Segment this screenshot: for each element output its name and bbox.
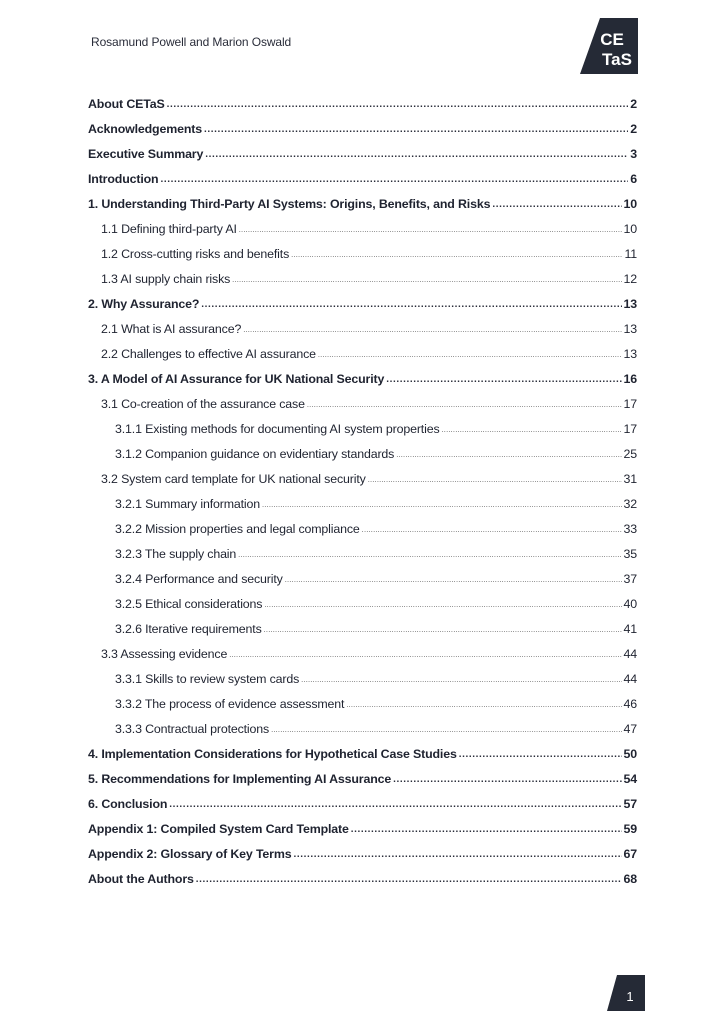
toc-leader-dots (239, 224, 622, 236)
toc-entry-page: 57 (623, 797, 637, 811)
toc-leader-dots (307, 399, 622, 411)
toc-entry-page: 17 (623, 422, 637, 436)
toc-leader-dots (492, 199, 621, 211)
toc-entry-title: Introduction (88, 172, 159, 186)
toc-entry[interactable] (88, 312, 637, 337)
toc-entry-page: 13 (623, 347, 637, 361)
toc-leader-dots (229, 649, 621, 661)
toc-entry[interactable] (88, 762, 637, 787)
table-of-contents (88, 87, 637, 887)
toc-entry-title: 3.3 Assessing evidence (101, 647, 228, 661)
toc-leader-dots (293, 849, 621, 861)
logo-text-line2: TaS (602, 50, 632, 69)
toc-leader-dots (238, 549, 621, 561)
toc-entry-title: 3.1.1 Existing methods for documenting AI system properties (115, 422, 440, 436)
toc-entry[interactable] (88, 262, 637, 287)
toc-entry[interactable] (88, 287, 637, 312)
toc-entry[interactable] (88, 437, 637, 462)
toc-entry-page: 54 (623, 772, 637, 786)
toc-entry[interactable] (88, 212, 637, 237)
toc-entry-page: 33 (623, 522, 637, 536)
toc-leader-dots (301, 674, 621, 686)
toc-entry-page: 46 (623, 697, 637, 711)
toc-entry[interactable] (88, 737, 637, 762)
toc-entry-page: 10 (623, 197, 637, 211)
toc-leader-dots (232, 274, 621, 286)
toc-entry[interactable] (88, 187, 637, 212)
toc-leader-dots (271, 724, 621, 736)
toc-leader-dots (285, 574, 622, 586)
toc-entry[interactable] (88, 787, 637, 812)
toc-entry-title: 1. Understanding Third-Party AI Systems: Origins, Benefits, and Risks (88, 197, 491, 211)
toc-entry[interactable] (88, 862, 637, 887)
toc-leader-dots (368, 474, 622, 486)
toc-entry-page: 12 (623, 272, 637, 286)
toc-entry-page: 2 (630, 97, 637, 111)
toc-leader-dots (160, 174, 628, 186)
toc-entry[interactable] (88, 662, 637, 687)
toc-leader-dots (264, 599, 621, 611)
toc-entry-title: About the Authors (88, 872, 194, 886)
toc-entry-page: 50 (623, 747, 637, 761)
toc-entry-title: 3.2.3 The supply chain (115, 547, 237, 561)
toc-entry-page: 44 (623, 647, 637, 661)
toc-entry-page: 2 (630, 122, 637, 136)
toc-leader-dots (351, 824, 622, 836)
toc-leader-dots (362, 524, 622, 536)
toc-entry-title: 3.2.1 Summary information (115, 497, 260, 511)
toc-entry-page: 47 (623, 722, 637, 736)
toc-leader-dots (201, 299, 621, 311)
toc-entry[interactable] (88, 412, 637, 437)
toc-entry[interactable] (88, 812, 637, 837)
toc-entry-title: 3.2.2 Mission properties and legal compliance (115, 522, 360, 536)
toc-entry-page: 35 (623, 547, 637, 561)
toc-leader-dots (264, 624, 622, 636)
toc-entry[interactable] (88, 612, 637, 637)
toc-entry[interactable] (88, 362, 637, 387)
toc-leader-dots (196, 874, 622, 886)
logo-text-line1: CE (600, 30, 624, 49)
toc-entry-page: 59 (623, 822, 637, 836)
toc-entry-title: 3.1 Co-creation of the assurance case (101, 397, 305, 411)
toc-entry[interactable] (88, 512, 637, 537)
toc-leader-dots (291, 249, 622, 261)
toc-entry-title: 3.1.2 Companion guidance on evidentiary standards (115, 447, 395, 461)
toc-entry-page: 41 (623, 622, 637, 636)
toc-entry-title: 3.2.5 Ethical considerations (115, 597, 263, 611)
toc-entry-title: 3.3.1 Skills to review system cards (115, 672, 300, 686)
toc-entry-page: 32 (623, 497, 637, 511)
toc-entry-page: 37 (623, 572, 637, 586)
toc-leader-dots (346, 699, 621, 711)
toc-entry-page: 16 (623, 372, 637, 386)
toc-entry-page: 68 (623, 872, 637, 886)
toc-entry[interactable] (88, 137, 637, 162)
toc-entry-title: 3.3.2 The process of evidence assessment (115, 697, 345, 711)
toc-entry[interactable] (88, 112, 637, 137)
toc-leader-dots (318, 349, 622, 361)
toc-entry[interactable] (88, 537, 637, 562)
toc-entry-title: 2.1 What is AI assurance? (101, 322, 242, 336)
toc-entry-title: 1.2 Cross-cutting risks and benefits (101, 247, 290, 261)
toc-leader-dots (396, 449, 621, 461)
toc-entry-title: 5. Recommendations for Implementing AI Assurance (88, 772, 392, 786)
toc-leader-dots (262, 499, 622, 511)
toc-entry-title: Appendix 1: Compiled System Card Template (88, 822, 349, 836)
toc-entry-page: 31 (623, 472, 637, 486)
toc-entry-title: Appendix 2: Glossary of Key Terms (88, 847, 292, 861)
toc-leader-dots (167, 99, 629, 111)
toc-leader-dots (205, 149, 628, 161)
toc-entry-page: 25 (623, 447, 637, 461)
toc-entry-page: 17 (623, 397, 637, 411)
toc-entry-page: 3 (630, 147, 637, 161)
toc-entry-title: 3. A Model of AI Assurance for UK National Security (88, 372, 385, 386)
toc-entry[interactable] (88, 237, 637, 262)
toc-entry-page: 13 (623, 297, 637, 311)
toc-entry-page: 40 (623, 597, 637, 611)
toc-entry-title: 2. Why Assurance? (88, 297, 200, 311)
toc-entry[interactable] (88, 337, 637, 362)
toc-entry-page: 13 (623, 322, 637, 336)
toc-leader-dots (169, 799, 621, 811)
toc-entry-title: 4. Implementation Considerations for Hypothetical Case Studies (88, 747, 457, 761)
toc-entry-title: 1.1 Defining third-party AI (101, 222, 237, 236)
toc-entry[interactable] (88, 587, 637, 612)
toc-entry-title: Executive Summary (88, 147, 204, 161)
toc-entry[interactable] (88, 87, 637, 112)
toc-leader-dots (393, 774, 621, 786)
toc-leader-dots (204, 124, 628, 136)
toc-entry-title: Acknowledgements (88, 122, 202, 136)
toc-entry-page: 6 (630, 172, 637, 186)
toc-entry-title: About CETaS (88, 97, 165, 111)
toc-entry-title: 3.2.4 Performance and security (115, 572, 283, 586)
toc-entry-page: 10 (623, 222, 637, 236)
toc-leader-dots (386, 374, 621, 386)
toc-entry-title: 6. Conclusion (88, 797, 168, 811)
toc-entry[interactable] (88, 712, 637, 737)
toc-entry[interactable] (88, 162, 637, 187)
toc-entry-title: 3.2.6 Iterative requirements (115, 622, 262, 636)
toc-entry[interactable] (88, 687, 637, 712)
toc-entry-page: 11 (624, 247, 637, 261)
toc-entry-page: 67 (623, 847, 637, 861)
toc-entry[interactable] (88, 487, 637, 512)
toc-entry[interactable] (88, 837, 637, 862)
toc-entry[interactable] (88, 462, 637, 487)
toc-leader-dots (243, 324, 621, 336)
toc-entry-title: 2.2 Challenges to effective AI assurance (101, 347, 316, 361)
page-number: 1 (626, 989, 634, 1004)
header-authors: Rosamund Powell and Marion Oswald (91, 35, 292, 49)
toc-entry[interactable] (88, 387, 637, 412)
toc-leader-dots (459, 749, 622, 761)
toc-entry[interactable] (88, 637, 637, 662)
toc-entry[interactable] (88, 562, 637, 587)
toc-entry-title: 3.3.3 Contractual protections (115, 722, 270, 736)
toc-entry-title: 1.3 AI supply chain risks (101, 272, 231, 286)
toc-entry-title: 3.2 System card template for UK national security (101, 472, 366, 486)
toc-entry-page: 44 (623, 672, 637, 686)
toc-leader-dots (442, 424, 622, 436)
cetas-logo (580, 18, 638, 74)
